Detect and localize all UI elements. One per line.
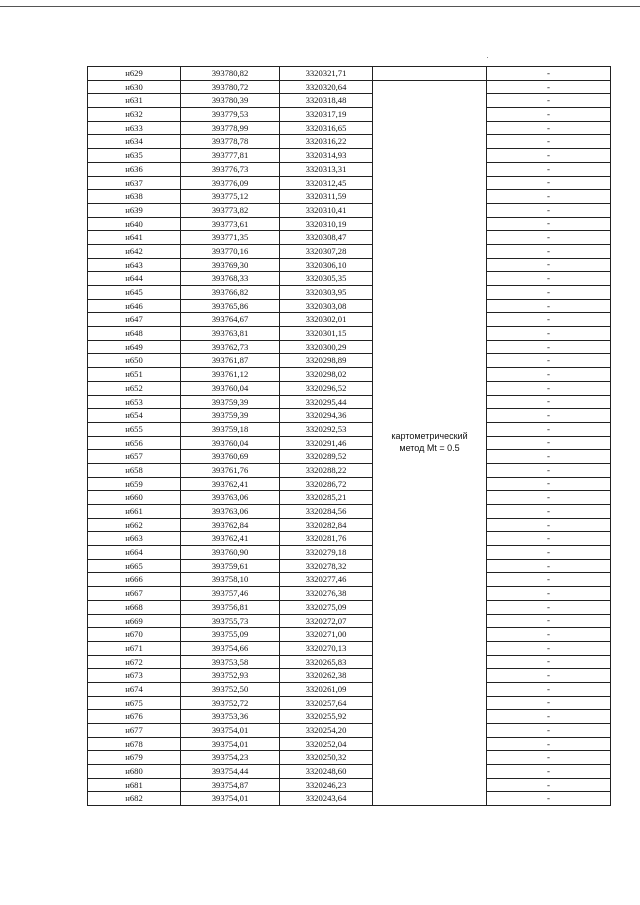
note-cell: - [487,792,611,806]
table-row [88,409,611,423]
y-coordinate-cell: 3320316,65 [280,121,373,135]
x-coordinate-cell: 393776,09 [181,176,280,190]
note-cell: - [487,505,611,519]
note-cell: - [487,436,611,450]
point-cell: н657 [88,450,181,464]
table-row [88,641,611,655]
note-cell: - [487,80,611,94]
x-coordinate-cell: 393762,41 [181,532,280,546]
table-row [88,792,611,806]
note-cell: - [487,600,611,614]
note-cell: - [487,121,611,135]
note-cell: - [487,354,611,368]
x-coordinate-cell: 393753,36 [181,710,280,724]
point-cell: н634 [88,135,181,149]
point-cell: н639 [88,203,181,217]
x-coordinate-cell: 393755,73 [181,614,280,628]
point-cell: н678 [88,737,181,751]
y-coordinate-cell: 3320320,64 [280,80,373,94]
x-coordinate-cell: 393754,66 [181,641,280,655]
point-cell: н659 [88,477,181,491]
x-coordinate-cell: 393776,73 [181,162,280,176]
note-cell: - [487,751,611,765]
x-coordinate-cell: 393778,99 [181,121,280,135]
method-name: картометрический [391,431,468,442]
table-row [88,765,611,779]
y-coordinate-cell: 3320305,35 [280,272,373,286]
point-cell: н682 [88,792,181,806]
y-coordinate-cell: 3320307,28 [280,244,373,258]
point-cell: н646 [88,299,181,313]
y-coordinate-cell: 3320310,19 [280,217,373,231]
x-coordinate-cell: 393754,44 [181,765,280,779]
table-row [88,203,611,217]
point-cell: н669 [88,614,181,628]
table-row [88,587,611,601]
y-coordinate-cell: 3320255,92 [280,710,373,724]
table-row [88,108,611,122]
point-cell: н649 [88,340,181,354]
point-cell: н673 [88,669,181,683]
note-cell: - [487,724,611,738]
method-accuracy: метод Mt = 0.5 [399,442,460,453]
table-row [88,669,611,683]
table-row [88,121,611,135]
note-cell: - [487,655,611,669]
y-coordinate-cell: 3320311,59 [280,190,373,204]
x-coordinate-cell: 393754,01 [181,724,280,738]
y-coordinate-cell: 3320295,44 [280,395,373,409]
note-cell: - [487,286,611,300]
table-row [88,710,611,724]
x-coordinate-cell: 393770,16 [181,244,280,258]
point-cell: н654 [88,409,181,423]
point-cell: н641 [88,231,181,245]
coordinates-table-body [88,67,611,806]
point-cell: н671 [88,641,181,655]
note-cell: - [487,450,611,464]
x-coordinate-cell: 393754,01 [181,737,280,751]
x-coordinate-cell: 393752,50 [181,682,280,696]
y-coordinate-cell: 3320284,56 [280,505,373,519]
table-row [88,162,611,176]
point-cell: н668 [88,600,181,614]
note-cell: - [487,682,611,696]
y-coordinate-cell: 3320282,84 [280,518,373,532]
x-coordinate-cell: 393758,10 [181,573,280,587]
y-coordinate-cell: 3320279,18 [280,546,373,560]
point-cell: н666 [88,573,181,587]
x-coordinate-cell: 393752,72 [181,696,280,710]
point-cell: н658 [88,463,181,477]
y-coordinate-cell: 3320291,46 [280,436,373,450]
note-cell: - [487,614,611,628]
x-coordinate-cell: 393762,41 [181,477,280,491]
x-coordinate-cell: 393762,84 [181,518,280,532]
y-coordinate-cell: 3320281,76 [280,532,373,546]
y-coordinate-cell: 3320270,13 [280,641,373,655]
x-coordinate-cell: 393754,87 [181,778,280,792]
y-coordinate-cell: 3320252,04 [280,737,373,751]
point-cell: н665 [88,559,181,573]
point-cell: н629 [88,67,181,81]
y-coordinate-cell: 3320285,21 [280,491,373,505]
y-coordinate-cell: 3320308,47 [280,231,373,245]
x-coordinate-cell: 393760,04 [181,381,280,395]
note-cell: - [487,217,611,231]
point-cell: н675 [88,696,181,710]
y-coordinate-cell: 3320296,52 [280,381,373,395]
note-cell: - [487,313,611,327]
x-coordinate-cell: 393778,78 [181,135,280,149]
x-coordinate-cell: 393779,53 [181,108,280,122]
x-coordinate-cell: 393762,73 [181,340,280,354]
x-coordinate-cell: 393763,06 [181,505,280,519]
note-cell: - [487,491,611,505]
y-coordinate-cell: 3320306,10 [280,258,373,272]
y-coordinate-cell: 3320257,64 [280,696,373,710]
table-row [88,778,611,792]
table-row [88,368,611,382]
table-row [88,272,611,286]
point-cell: н672 [88,655,181,669]
point-cell: н664 [88,546,181,560]
y-coordinate-cell: 3320276,38 [280,587,373,601]
y-coordinate-cell: 3320303,08 [280,299,373,313]
y-coordinate-cell: 3320294,36 [280,409,373,423]
note-cell: - [487,422,611,436]
x-coordinate-cell: 393763,06 [181,491,280,505]
point-cell: н662 [88,518,181,532]
y-coordinate-cell: 3320310,41 [280,203,373,217]
table-row [88,149,611,163]
y-coordinate-cell: 3320275,09 [280,600,373,614]
x-coordinate-cell: 393777,81 [181,149,280,163]
point-cell: н674 [88,682,181,696]
x-coordinate-cell: 393759,39 [181,395,280,409]
y-coordinate-cell: 3320262,38 [280,669,373,683]
table-row [88,176,611,190]
note-cell: - [487,559,611,573]
table-row [88,231,611,245]
note-cell: - [487,778,611,792]
point-cell: н670 [88,628,181,642]
y-coordinate-cell: 3320313,31 [280,162,373,176]
table-row [88,286,611,300]
point-cell: н651 [88,368,181,382]
x-coordinate-cell: 393760,04 [181,436,280,450]
point-cell: н650 [88,354,181,368]
note-cell: - [487,696,611,710]
table-row [88,628,611,642]
x-coordinate-cell: 393768,33 [181,272,280,286]
y-coordinate-cell: 3320302,01 [280,313,373,327]
note-cell: - [487,231,611,245]
y-coordinate-cell: 3320300,29 [280,340,373,354]
point-cell: н679 [88,751,181,765]
table-row [88,67,611,81]
y-coordinate-cell: 3320314,93 [280,149,373,163]
point-cell: н655 [88,422,181,436]
table-row [88,532,611,546]
note-cell: - [487,587,611,601]
table-row [88,614,611,628]
x-coordinate-cell: 393763,81 [181,327,280,341]
note-cell: - [487,573,611,587]
table-row [88,559,611,573]
y-coordinate-cell: 3320303,95 [280,286,373,300]
note-cell: - [487,94,611,108]
y-coordinate-cell: 3320277,46 [280,573,373,587]
note-cell: - [487,327,611,341]
point-cell: н663 [88,532,181,546]
note-cell: - [487,463,611,477]
x-coordinate-cell: 393757,46 [181,587,280,601]
point-cell: н633 [88,121,181,135]
y-coordinate-cell: 3320316,22 [280,135,373,149]
x-coordinate-cell: 393756,81 [181,600,280,614]
table-row [88,436,611,450]
y-coordinate-cell: 3320288,22 [280,463,373,477]
point-cell: н637 [88,176,181,190]
table-row [88,299,611,313]
table-row [88,491,611,505]
note-cell: - [487,299,611,313]
note-cell: - [487,244,611,258]
point-cell: н656 [88,436,181,450]
note-cell: - [487,737,611,751]
note-cell: - [487,518,611,532]
note-cell: - [487,190,611,204]
x-coordinate-cell: 393755,09 [181,628,280,642]
table-row [88,80,611,94]
note-cell: - [487,409,611,423]
point-cell: н680 [88,765,181,779]
point-cell: н667 [88,587,181,601]
y-coordinate-cell: 3320301,15 [280,327,373,341]
point-cell: н643 [88,258,181,272]
table-row [88,217,611,231]
point-cell: н677 [88,724,181,738]
table-row [88,655,611,669]
x-coordinate-cell: 393766,82 [181,286,280,300]
y-coordinate-cell: 3320318,48 [280,94,373,108]
x-coordinate-cell: 393759,39 [181,409,280,423]
note-cell: - [487,272,611,286]
point-cell: н638 [88,190,181,204]
note-cell: - [487,149,611,163]
y-coordinate-cell: 3320298,89 [280,354,373,368]
note-cell: - [487,108,611,122]
x-coordinate-cell: 393775,12 [181,190,280,204]
x-coordinate-cell: 393773,82 [181,203,280,217]
y-coordinate-cell: 3320317,19 [280,108,373,122]
table-row [88,244,611,258]
table-row [88,546,611,560]
point-cell: н640 [88,217,181,231]
x-coordinate-cell: 393761,76 [181,463,280,477]
note-cell: - [487,641,611,655]
note-cell: - [487,258,611,272]
point-cell: н632 [88,108,181,122]
y-coordinate-cell: 3320243,64 [280,792,373,806]
table-row [88,724,611,738]
table-row [88,600,611,614]
note-cell: - [487,532,611,546]
point-cell: н653 [88,395,181,409]
x-coordinate-cell: 393754,01 [181,792,280,806]
x-coordinate-cell: 393753,58 [181,655,280,669]
method-cell-empty [373,67,487,81]
table-row [88,340,611,354]
table-row [88,422,611,436]
note-cell: - [487,67,611,81]
x-coordinate-cell: 393780,39 [181,94,280,108]
table-row [88,751,611,765]
y-coordinate-cell: 3320286,72 [280,477,373,491]
point-cell: н648 [88,327,181,341]
point-cell: н647 [88,313,181,327]
point-cell: н644 [88,272,181,286]
table-row [88,505,611,519]
y-coordinate-cell: 3320271,00 [280,628,373,642]
point-cell: н660 [88,491,181,505]
method-cell [373,80,487,805]
y-coordinate-cell: 3320254,20 [280,724,373,738]
y-coordinate-cell: 3320312,45 [280,176,373,190]
coordinates-table [87,66,611,806]
point-cell: н676 [88,710,181,724]
table-row [88,190,611,204]
x-coordinate-cell: 393760,69 [181,450,280,464]
x-coordinate-cell: 393752,93 [181,669,280,683]
note-cell: - [487,381,611,395]
x-coordinate-cell: 393771,35 [181,231,280,245]
table-row [88,696,611,710]
x-coordinate-cell: 393773,61 [181,217,280,231]
note-cell: - [487,477,611,491]
x-coordinate-cell: 393760,90 [181,546,280,560]
x-coordinate-cell: 393759,18 [181,422,280,436]
x-coordinate-cell: 393764,67 [181,313,280,327]
y-coordinate-cell: 3320292,53 [280,422,373,436]
y-coordinate-cell: 3320289,52 [280,450,373,464]
note-cell: - [487,765,611,779]
point-cell: н635 [88,149,181,163]
note-cell: - [487,669,611,683]
note-cell: - [487,710,611,724]
y-coordinate-cell: 3320261,09 [280,682,373,696]
x-coordinate-cell: 393765,86 [181,299,280,313]
y-coordinate-cell: 3320272,07 [280,614,373,628]
y-coordinate-cell: 3320250,32 [280,751,373,765]
note-cell: - [487,203,611,217]
table-row [88,94,611,108]
point-cell: н636 [88,162,181,176]
x-coordinate-cell: 393780,72 [181,80,280,94]
table-row [88,518,611,532]
table-row [88,354,611,368]
note-cell: - [487,546,611,560]
point-cell: н631 [88,94,181,108]
point-cell: н681 [88,778,181,792]
y-coordinate-cell: 3320248,60 [280,765,373,779]
x-coordinate-cell: 393769,30 [181,258,280,272]
y-coordinate-cell: 3320298,02 [280,368,373,382]
point-cell: н661 [88,505,181,519]
table-row [88,573,611,587]
table-row [88,450,611,464]
x-coordinate-cell: 393761,12 [181,368,280,382]
table-row [88,737,611,751]
point-cell: н645 [88,286,181,300]
x-coordinate-cell: 393754,23 [181,751,280,765]
y-coordinate-cell: 3320265,83 [280,655,373,669]
y-coordinate-cell: 3320246,23 [280,778,373,792]
table-row [88,258,611,272]
table-row [88,381,611,395]
table-row [88,395,611,409]
x-coordinate-cell: 393761,87 [181,354,280,368]
note-cell: - [487,162,611,176]
y-coordinate-cell: 3320278,32 [280,559,373,573]
header-rule [0,6,640,7]
table-row [88,135,611,149]
point-cell: н630 [88,80,181,94]
note-cell: - [487,628,611,642]
table-row [88,682,611,696]
note-cell: - [487,135,611,149]
table-row [88,313,611,327]
point-cell: н642 [88,244,181,258]
note-cell: - [487,340,611,354]
x-coordinate-cell: 393780,82 [181,67,280,81]
table-row [88,477,611,491]
table-row [88,463,611,477]
x-coordinate-cell: 393759,61 [181,559,280,573]
note-cell: - [487,368,611,382]
point-cell: н652 [88,381,181,395]
y-coordinate-cell: 3320321,71 [280,67,373,81]
table-row [88,327,611,341]
scan-artifact [487,57,488,58]
note-cell: - [487,176,611,190]
note-cell: - [487,395,611,409]
